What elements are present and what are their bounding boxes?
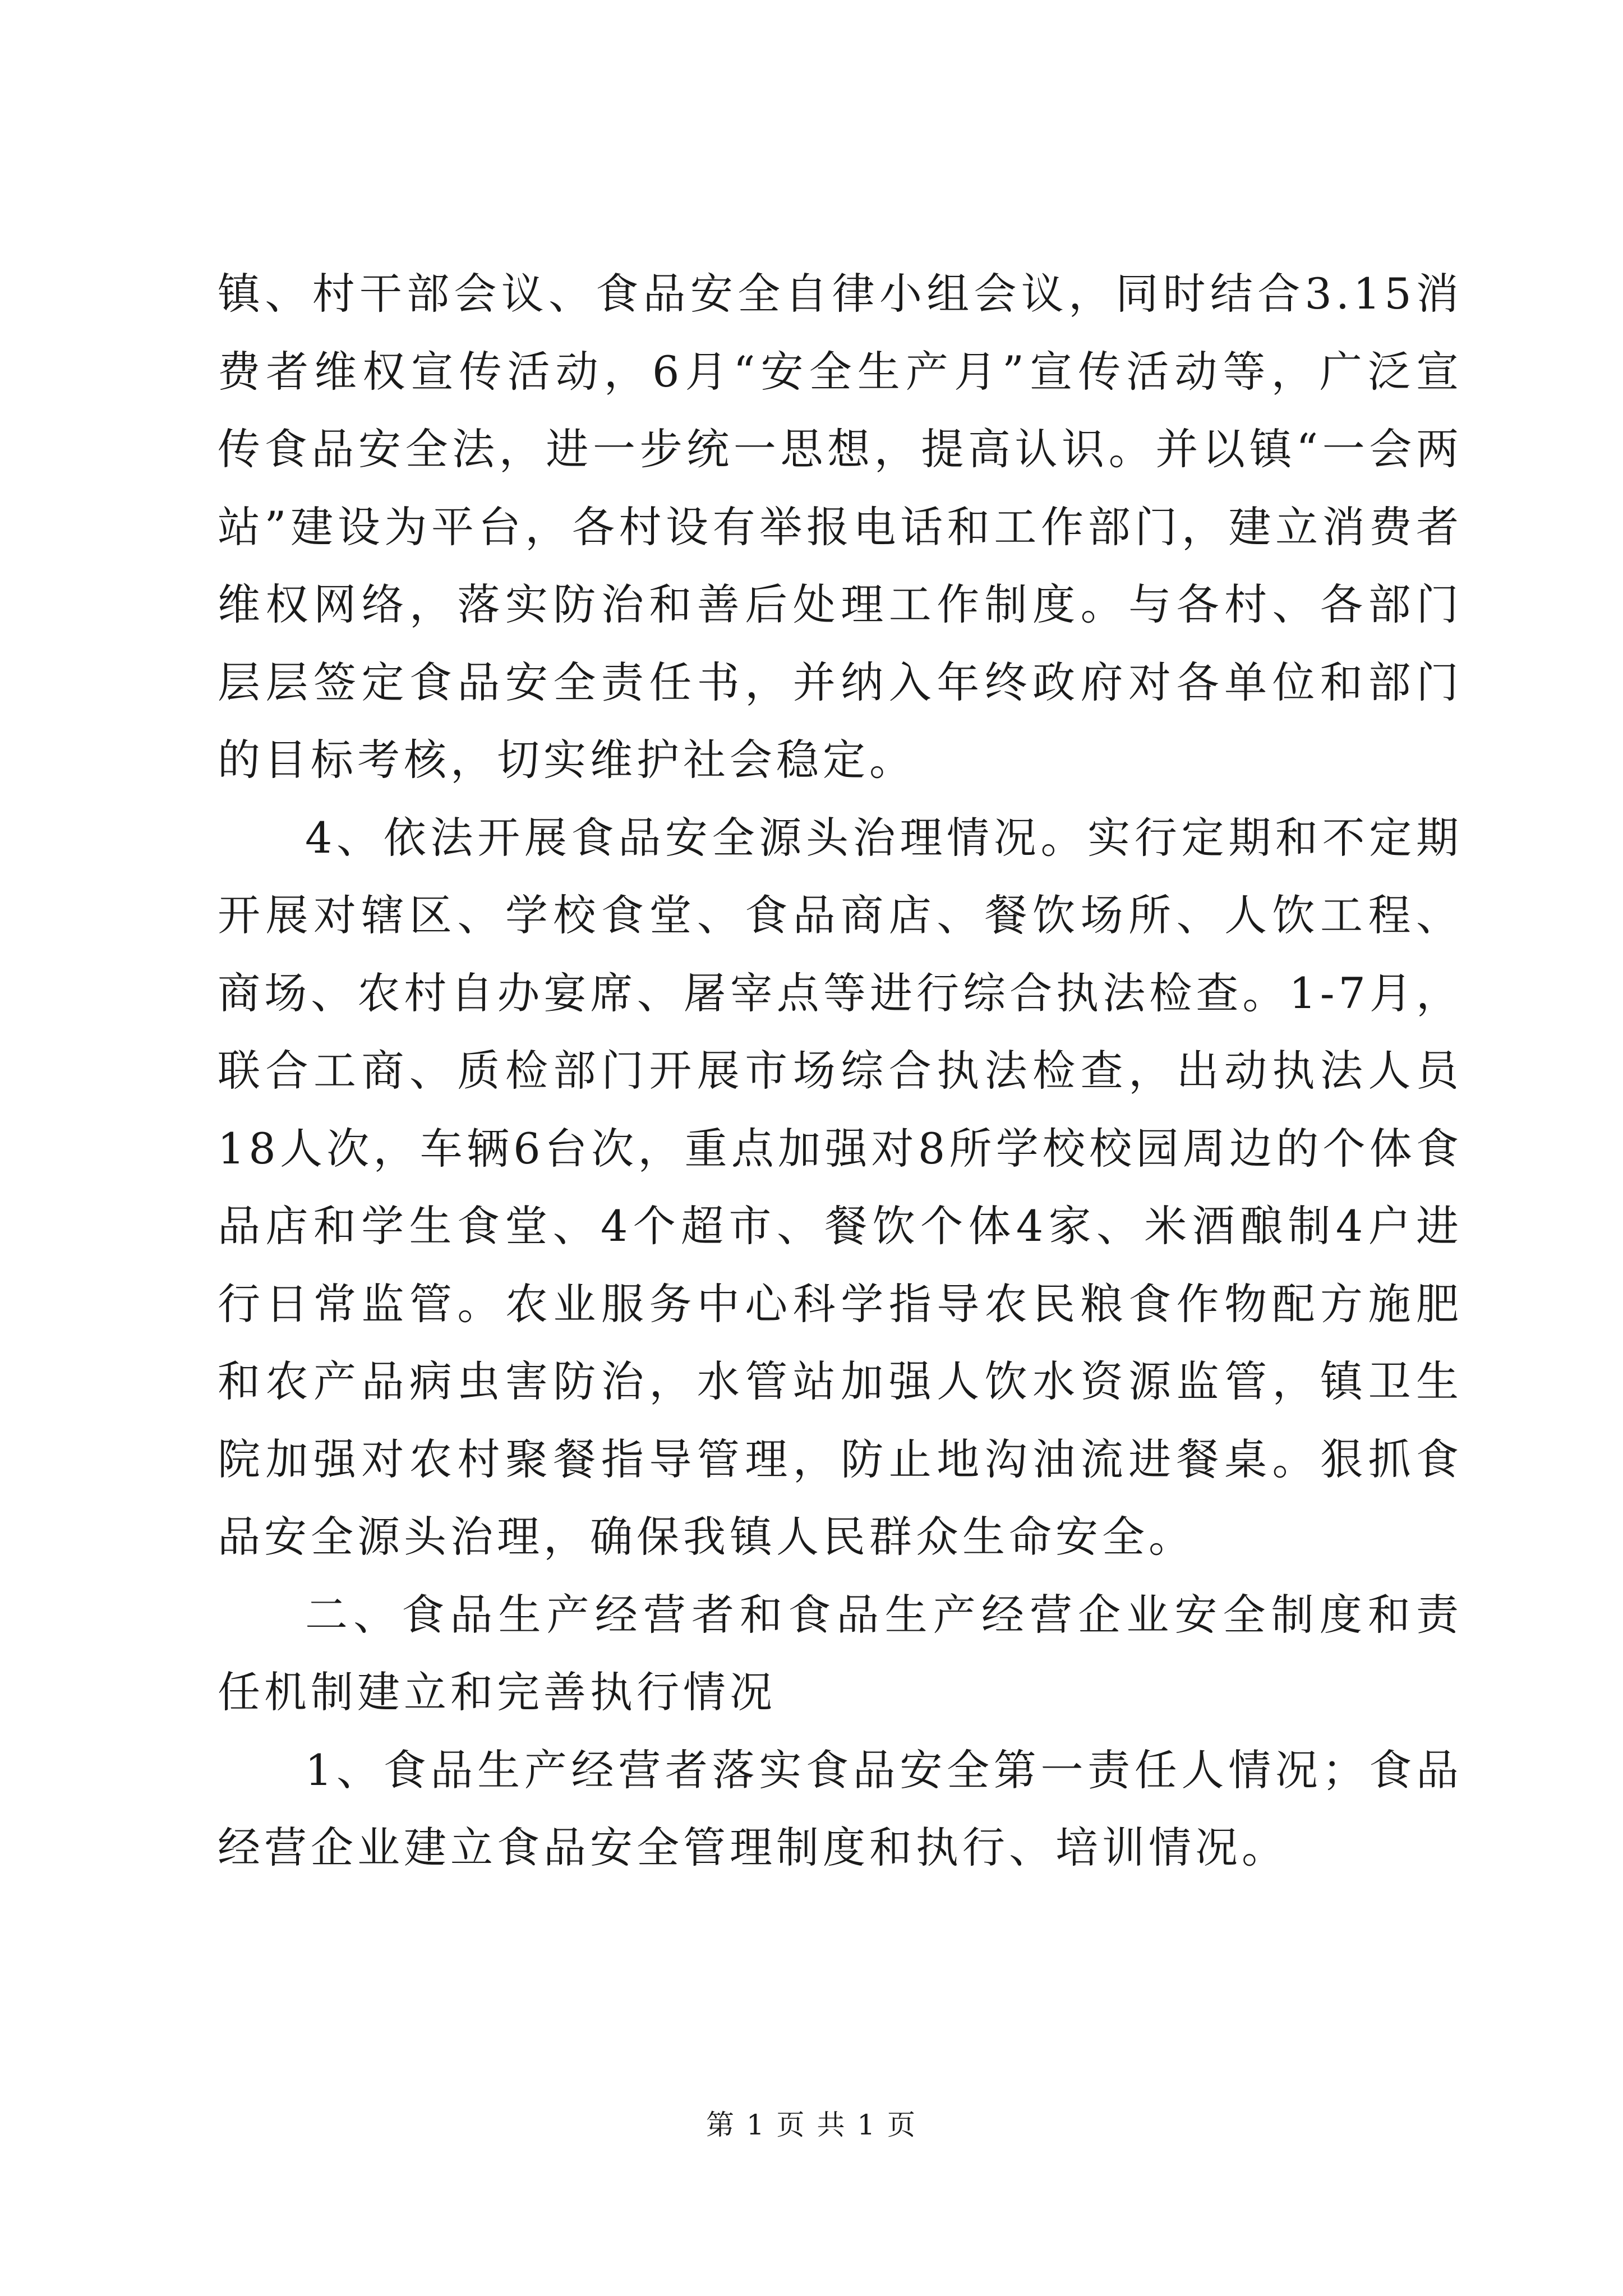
paragraph-continuation: 镇、村干部会议、食品安全自律小组会议，同时结合3.15消费者维权宣传活动，6月“安全生产月”宣传活动等，广泛宣传食品安全法，进一步统一思想，提高认识。并以镇“一会两站”建设为平台，各村设有举报电话和工作部门，建立消费者维权网络，落实防治和善后处理工作制度。与各村、各部门层层签定食品安全责任书，并纳入年终政府对各单位和部门的目标考核，切实维护社会稳定。 bbox=[218, 269, 1463, 785]
section-heading-two: 二、食品生产经营者和食品生产经营企业安全制度和责任机制建立和完善执行情况 bbox=[218, 1589, 1463, 1717]
paragraph-source-governance: 4、依法开展食品安全源头治理情况。实行定期和不定期开展对辖区、学校食堂、食品商店、餐饮场所、人饮工程、商场、农村自办宴席、屠宰点等进行综合执法检查。1-7月，联合工商、质检部门开展市场综合执法检查，出动执法人员18人次，车辆6台次，重点加强对8所学校校园周边的个体食品店和学生食堂、4个超市、餐饮个体4家、米酒酿制4户进行日常监管。农业服务中心科学指导农民粮食作物配方施肥和农产品病虫害防治，水管站加强人饮水资源监管，镇卫生院加强对农村聚餐指导管理，防止地沟油流进餐桌。狠抓食品安全源头治理，确保我镇人民群众生命安全。 bbox=[218, 812, 1463, 1562]
paragraph-responsibility: 1、食品生产经营者落实食品安全第一责任人情况；食品经营企业建立食品安全管理制度和执行、培训情况。 bbox=[218, 1745, 1463, 1872]
document-body bbox=[218, 255, 1463, 1887]
page-footer: 第 1 页 共 1 页 bbox=[706, 2109, 917, 2141]
